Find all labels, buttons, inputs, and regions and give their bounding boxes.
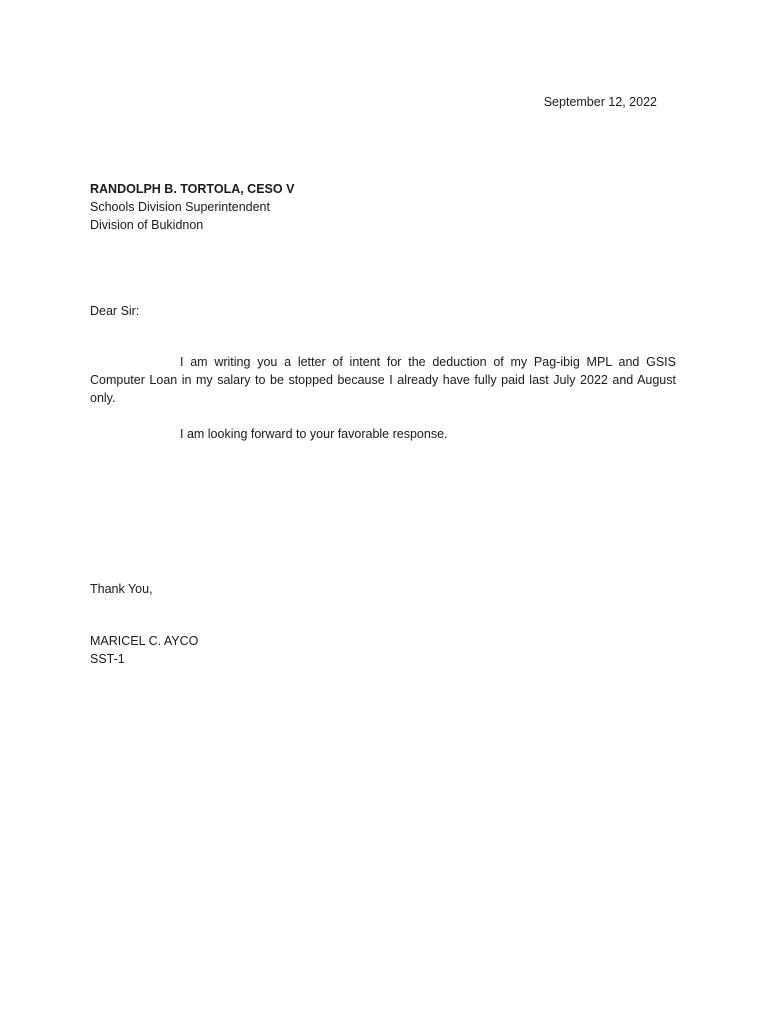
signatory-position: SST-1 [90,652,125,666]
recipient-office: Division of Bukidnon [90,218,204,232]
signatory-block [90,632,198,668]
recipient-title: Schools Division Superintendent [90,200,270,214]
salutation: Dear Sir: [90,304,140,318]
complimentary-close: Thank You, [90,582,153,596]
body-paragraph-intent: I am writing you a letter of intent for the deduction of my Pag-ibig MPL and GSIS Computer Loan in my salary to be stopped because I already have fully paid last July 2022 and August only. [90,355,676,405]
letter-body [90,353,676,443]
recipient-block [90,180,294,234]
body-paragraph-closing-remark: I am looking forward to your favorable response. [180,427,448,441]
letter-date: September 12, 2022 [543,95,657,109]
recipient-name: RANDOLPH B. TORTOLA, CESO V [90,182,295,196]
signatory-name: MARICEL C. AYCO [90,634,199,648]
